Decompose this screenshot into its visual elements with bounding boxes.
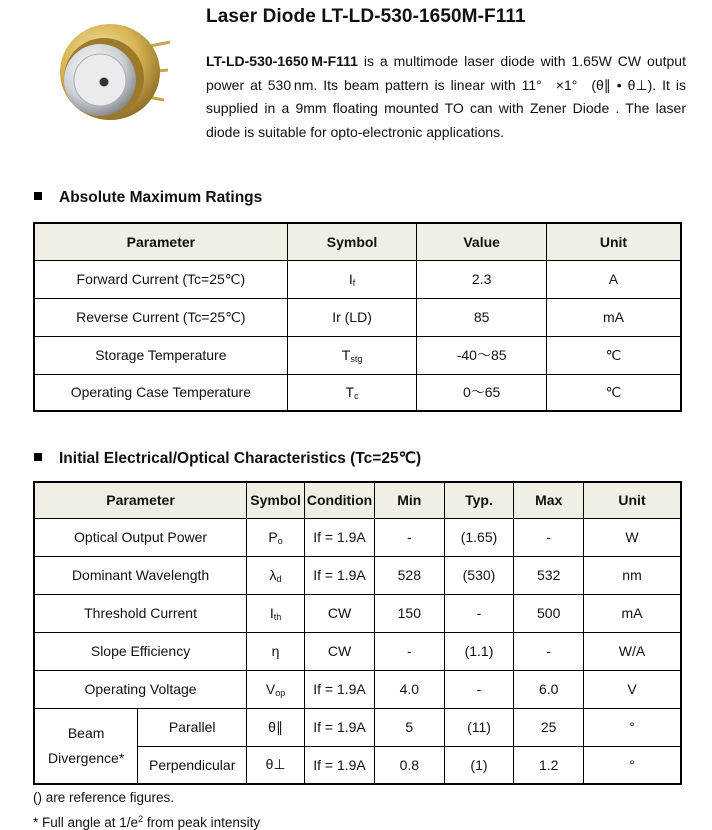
symbol-main: Ir (LD) <box>332 308 372 325</box>
unit-cell: V <box>584 670 681 708</box>
min-cell: 5 <box>375 708 445 746</box>
symbol-sub: th <box>273 611 282 622</box>
param-cell: Threshold Current <box>34 594 247 632</box>
symbol-main: I <box>269 604 274 621</box>
min-cell: - <box>375 518 445 556</box>
condition-cell: If = 1.9A <box>305 518 375 556</box>
condition-cell: CW <box>305 594 375 632</box>
symbol-main: T <box>341 346 351 363</box>
value-cell: 85 <box>417 298 547 336</box>
typ-cell: - <box>444 594 514 632</box>
ratings-header-cell: Value <box>417 223 547 260</box>
symbol-cell: θ⊥ <box>247 746 305 784</box>
max-cell: 6.0 <box>514 670 584 708</box>
condition-cell: If = 1.9A <box>305 670 375 708</box>
table-row <box>34 518 681 556</box>
symbol-cell <box>247 632 305 670</box>
table-row <box>34 336 681 374</box>
value-cell: 2.3 <box>417 260 547 298</box>
max-cell: 500 <box>514 594 584 632</box>
symbol-main: P <box>268 528 278 545</box>
param-cell: Forward Current (Tc=25℃) <box>34 260 287 298</box>
param-sub-cell: Perpendicular <box>138 746 247 784</box>
ratings-header-cell: Symbol <box>287 223 417 260</box>
symbol-sub: d <box>276 573 282 584</box>
bullet-square-icon <box>34 453 42 461</box>
symbol-sub: stg <box>350 353 363 364</box>
unit-cell: W <box>584 518 681 556</box>
characteristics-table <box>33 481 682 785</box>
symbol-cell <box>287 336 417 374</box>
symbol-cell <box>287 374 417 411</box>
symbol-main: V <box>265 680 276 697</box>
fwhm-note-superscript: 2 <box>138 814 144 824</box>
laser-diode-photo <box>42 12 172 137</box>
min-cell: 0.8 <box>375 746 445 784</box>
typ-cell: (530) <box>444 556 514 594</box>
max-cell: - <box>514 518 584 556</box>
unit-cell: nm <box>584 556 681 594</box>
max-cell: 25 <box>514 708 584 746</box>
bullet-square-icon <box>34 192 42 200</box>
table-row <box>34 260 681 298</box>
condition-cell: If = 1.9A <box>305 556 375 594</box>
table-row <box>34 298 681 336</box>
symbol-sub: c <box>354 390 359 401</box>
typ-cell: (1.1) <box>444 632 514 670</box>
value-cell: 0～65 <box>417 374 547 411</box>
symbol-cell <box>287 260 417 298</box>
table-row <box>34 594 681 632</box>
description-text: is a multimode laser diode with 1.65W CW output power at 530 nm. Its beam pattern is linear with 11° ×1° (θ∥ • θ⊥). It is supplied in a 9mm floating mounted TO can with Zener Diode . The laser diode is suitable for opto-electronic applications. <box>206 53 686 140</box>
max-cell: 532 <box>514 556 584 594</box>
symbol-cell <box>287 298 417 336</box>
chars-header-cell: Symbol <box>247 482 305 518</box>
ratings-heading-text: Absolute Maximum Ratings <box>59 189 263 206</box>
chars-heading <box>34 449 421 468</box>
typ-cell: (1.65) <box>444 518 514 556</box>
description-part-number: LT-LD-530-1650 M-F111 <box>206 53 358 69</box>
param-cell: Reverse Current (Tc=25℃) <box>34 298 287 336</box>
page-title: Laser Diode LT-LD-530-1650M-F111 <box>206 6 526 27</box>
fwhm-note <box>33 814 260 830</box>
min-cell: - <box>375 632 445 670</box>
param-sub-cell: Parallel <box>138 708 247 746</box>
chars-header-cell: Max <box>514 482 584 518</box>
table-row <box>34 556 681 594</box>
param-cell: Storage Temperature <box>34 336 287 374</box>
min-cell: 4.0 <box>375 670 445 708</box>
beam-label-line1: Beam <box>67 724 105 741</box>
unit-cell: ° <box>584 746 681 784</box>
ratings-heading <box>34 189 262 207</box>
fwhm-note-text: * Full angle at 1/e <box>33 815 139 830</box>
unit-cell: mA <box>546 298 681 336</box>
max-cell: - <box>514 632 584 670</box>
unit-cell: mA <box>584 594 681 632</box>
condition-cell: CW <box>305 632 375 670</box>
min-cell: 528 <box>375 556 445 594</box>
value-cell: -40～85 <box>417 336 547 374</box>
table-row <box>34 670 681 708</box>
symbol-cell <box>247 556 305 594</box>
beam-divergence-label <box>34 708 138 784</box>
unit-cell: A <box>546 260 681 298</box>
symbol-sub: o <box>277 535 283 546</box>
param-cell: Operating Voltage <box>34 670 247 708</box>
ratings-table <box>33 222 682 412</box>
ratings-header-cell: Parameter <box>34 223 287 260</box>
max-cell: 1.2 <box>514 746 584 784</box>
symbol-sub: f <box>352 277 356 288</box>
param-cell: Slope Efficiency <box>34 632 247 670</box>
param-cell: Dominant Wavelength <box>34 556 247 594</box>
typ-cell: (1) <box>444 746 514 784</box>
chars-header-cell: Typ. <box>444 482 514 518</box>
unit-cell: ° <box>584 708 681 746</box>
condition-cell: If = 1.9A <box>305 708 375 746</box>
chars-header-row <box>34 482 681 518</box>
param-cell: Operating Case Temperature <box>34 374 287 411</box>
symbol-cell <box>247 518 305 556</box>
symbol-main: T <box>345 383 355 400</box>
condition-cell: If = 1.9A <box>305 746 375 784</box>
param-cell: Optical Output Power <box>34 518 247 556</box>
chars-header-cell: Unit <box>584 482 681 518</box>
table-row <box>34 632 681 670</box>
symbol-main: λ <box>269 566 277 583</box>
chars-header-cell: Parameter <box>34 482 247 518</box>
unit-cell: ℃ <box>546 374 681 411</box>
fwhm-note-rest: from peak intensity <box>143 815 261 830</box>
chars-header-cell: Condition <box>305 482 375 518</box>
typ-cell: - <box>444 670 514 708</box>
typ-cell: (11) <box>444 708 514 746</box>
table-row <box>34 374 681 411</box>
chars-header-cell: Min <box>375 482 445 518</box>
symbol-cell: θ∥ <box>247 708 305 746</box>
symbol-main: η <box>271 642 280 659</box>
reference-note: () are reference figures. <box>33 790 175 805</box>
unit-cell: W/A <box>584 632 681 670</box>
unit-cell: ℃ <box>546 336 681 374</box>
chars-heading-text: Initial Electrical/Optical Characteristics (Tc=25℃) <box>59 450 422 467</box>
table-row <box>34 708 681 746</box>
symbol-main: I <box>348 270 353 287</box>
symbol-sub: op <box>275 687 286 698</box>
symbol-cell <box>247 594 305 632</box>
beam-label-line2: Divergence* <box>48 749 125 766</box>
ratings-header-cell: Unit <box>546 223 681 260</box>
ratings-header-row <box>34 223 681 260</box>
min-cell: 150 <box>375 594 445 632</box>
symbol-cell <box>247 670 305 708</box>
product-description <box>206 50 686 144</box>
